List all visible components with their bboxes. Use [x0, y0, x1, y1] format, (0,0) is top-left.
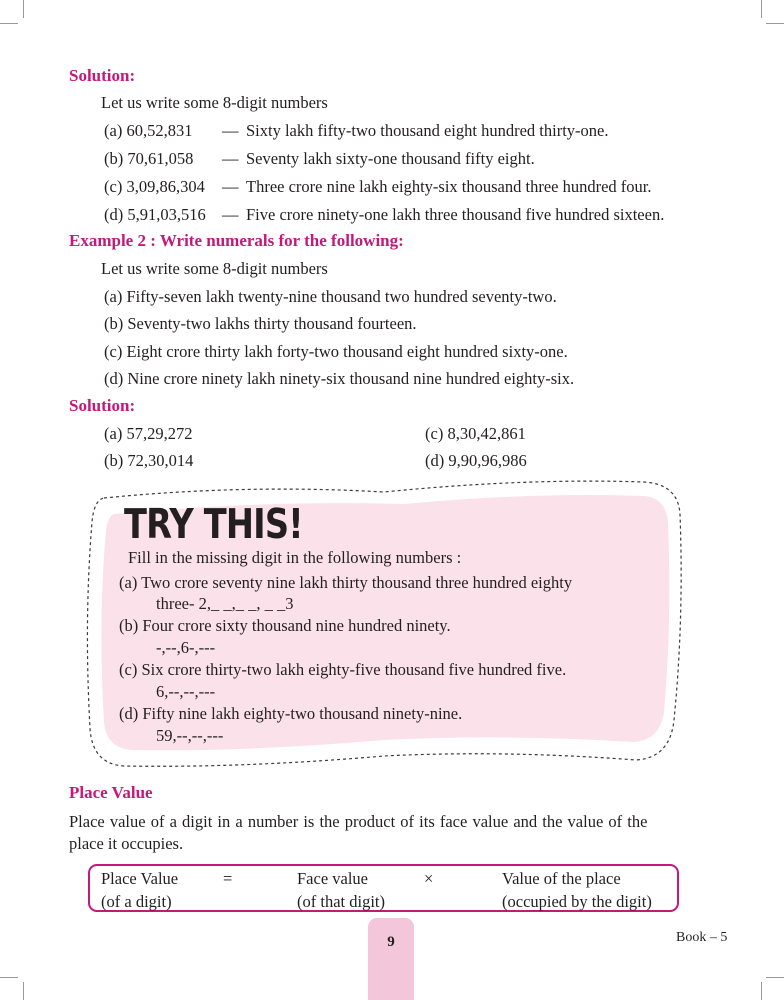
book-label: Book – 5 [676, 930, 728, 945]
try-blank: -,--,6-,--- [156, 638, 216, 657]
numeral-label: (d) 5,91,03,516 [104, 205, 206, 224]
solution-heading: Solution: [69, 66, 136, 85]
try-item: (c) Six crore thirty-two lakh eighty-five thousand five hundred five. [119, 660, 567, 679]
try-item: (d) Fifty nine lakh eighty-two thousand ninety-nine. [119, 704, 463, 723]
try-blank: three- 2,_ _,_ _, _ _3 [156, 594, 294, 613]
solution-heading: Solution: [69, 396, 136, 415]
answer: (c) 8,30,42,861 [425, 424, 526, 443]
try-blank: 6,--,--,--- [156, 682, 216, 701]
formula-place-value: Place Value [101, 869, 179, 888]
place-value-heading: Place Value [69, 783, 153, 802]
formula-place-value-of-note: (occupied by the digit) [502, 892, 652, 911]
solution-intro: Let us write some 8-digit numbers [101, 93, 328, 112]
formula-place-value-of: Value of the place [502, 869, 621, 888]
formula-times: × [424, 869, 434, 888]
example-heading: Example 2 : Write numerals for the following: [69, 231, 404, 250]
try-item: (b) Four crore sixty thousand nine hundred ninety. [119, 616, 451, 635]
example-intro: Let us write some 8-digit numbers [101, 259, 328, 278]
page-number: 9 [387, 934, 395, 950]
formula-face-value-note: (of that digit) [297, 892, 385, 911]
number-words: Three crore nine lakh eighty-six thousand three hundred four. [246, 177, 652, 196]
numeral-label: (b) 70,61,058 [104, 149, 194, 168]
formula-face-value: Face value [297, 869, 369, 888]
try-instruction: Fill in the missing digit in the following numbers : [128, 548, 462, 567]
crop-mark [766, 23, 784, 24]
example-item: (b) Seventy-two lakhs thirty thousand fourteen. [104, 314, 417, 333]
number-words: Five crore ninety-one lakh three thousand five hundred sixteen. [246, 205, 665, 224]
crop-mark [23, 0, 24, 18]
dash: — [222, 177, 239, 196]
crop-mark [761, 982, 762, 1000]
crop-mark [766, 977, 784, 978]
answer: (a) 57,29,272 [104, 424, 193, 443]
dash: — [222, 149, 239, 168]
formula-place-value-note: (of a digit) [101, 892, 172, 911]
example-item: (a) Fifty-seven lakh twenty-nine thousand two hundred seventy-two. [104, 287, 557, 306]
crop-mark [0, 23, 18, 24]
number-words: Seventy lakh sixty-one thousand fifty eight. [246, 149, 535, 168]
page-number-tab [368, 918, 414, 1000]
place-value-text: Place value of a digit in a number is the product of its face value and the value of the [69, 812, 648, 831]
numeral-label: (c) 3,09,86,304 [104, 177, 205, 196]
crop-mark [0, 977, 18, 978]
crop-mark [23, 982, 24, 1000]
example-item: (c) Eight crore thirty lakh forty-two thousand eight hundred sixty-one. [104, 342, 568, 361]
numeral-label: (a) 60,52,831 [104, 121, 193, 140]
dash: — [222, 121, 239, 140]
example-item: (d) Nine crore ninety lakh ninety-six thousand nine hundred eighty-six. [104, 369, 575, 388]
try-item: (a) Two crore seventy nine lakh thirty thousand three hundred eighty [119, 573, 573, 592]
answer: (b) 72,30,014 [104, 451, 194, 470]
answer: (d) 9,90,96,986 [425, 451, 527, 470]
formula-equals: = [223, 869, 233, 888]
number-words: Sixty lakh fifty-two thousand eight hundred thirty-one. [246, 121, 609, 140]
try-blank: 59,--,--,--- [156, 726, 224, 745]
dash: — [222, 205, 239, 224]
place-value-text: place it occupies. [69, 834, 184, 853]
try-this-title: TRY THIS! [124, 500, 303, 548]
crop-mark [761, 0, 762, 18]
